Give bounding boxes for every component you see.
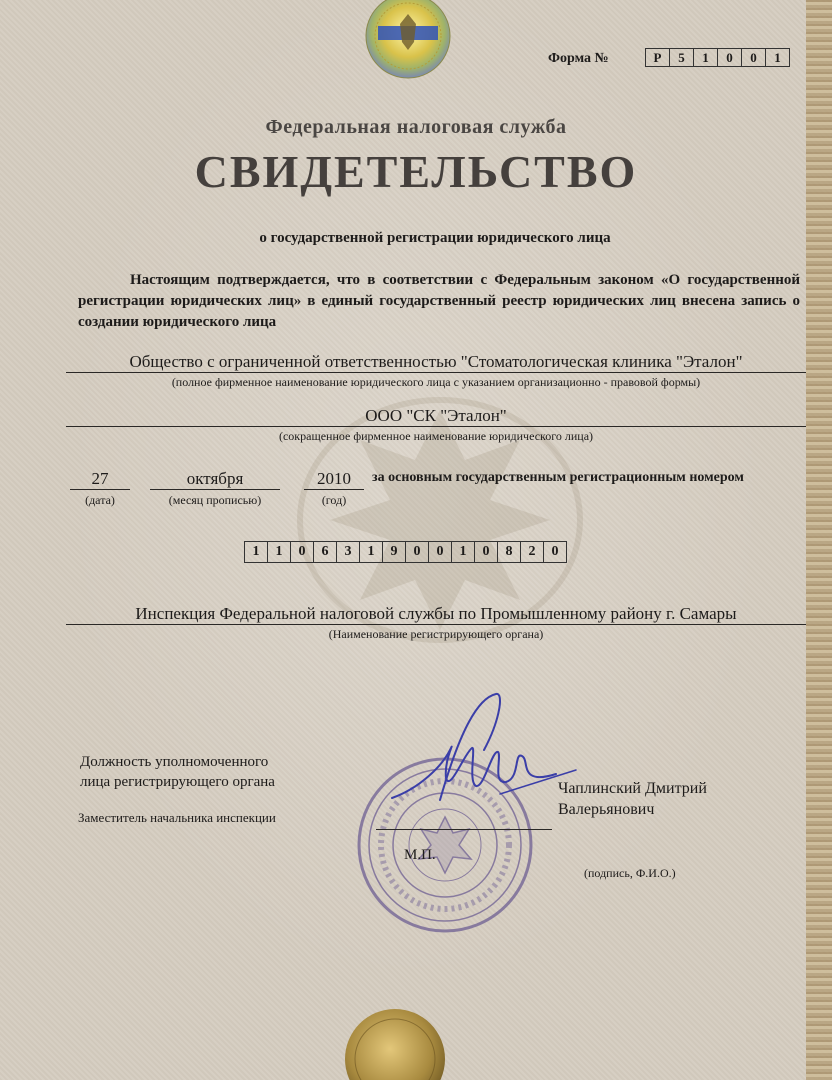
date-year-caption: (год) (321, 493, 347, 507)
date-year: 2010 (317, 469, 351, 488)
month-underline (150, 489, 280, 490)
signatory-position: Заместитель начальника инспекции (78, 810, 276, 825)
form-number-label: Форма № (548, 51, 609, 66)
day-underline (70, 489, 130, 490)
full-name-caption: (полное фирменное наименование юридического лица с указанием организационно - правовой формы) (171, 375, 701, 389)
date-month: октября (186, 469, 244, 488)
signatory-name-line2: Валерьянович (558, 801, 655, 818)
registration-digit: 9 (382, 541, 406, 563)
position-label-line1: Должность уполномоченного (80, 754, 269, 770)
entity-full-name: Общество с ограниченной ответственностью "Стоматологическая клиника "Эталон" (129, 352, 743, 371)
registration-digit: 2 (520, 541, 544, 563)
position-label (80, 752, 275, 792)
signature-caption: (подпись, Ф.И.О.) (584, 866, 676, 880)
signature-underline (376, 829, 552, 830)
registering-authority: Инспекция Федеральной налоговой службы по Промышленному району г. Самары (135, 604, 737, 623)
hologram-emblem (358, 0, 458, 84)
registration-digit: 6 (313, 541, 337, 563)
agency-name: Федеральная налоговая служба (265, 116, 567, 138)
handwritten-signature (380, 690, 580, 810)
position-label-line2: лица регистрирующего органа (80, 774, 275, 790)
signatory-name (558, 778, 707, 820)
form-number-boxes (646, 48, 790, 67)
registration-number-intro: за основным государственным регистрационным номером (372, 470, 744, 485)
form-code-cell: 0 (717, 48, 742, 67)
full-name-underline (66, 372, 806, 373)
year-underline (304, 489, 364, 490)
document-subtitle: о государственной регистрации юридического лица (259, 230, 611, 246)
registration-digit: 0 (428, 541, 452, 563)
document-title: СВИДЕТЕЛЬСТВО (194, 146, 638, 197)
registration-digit: 1 (267, 541, 291, 563)
registration-digit: 3 (336, 541, 360, 563)
registration-digit: 0 (474, 541, 498, 563)
registration-digit: 0 (543, 541, 567, 563)
confirmation-paragraph (78, 270, 800, 333)
form-code-cell: Р (645, 48, 670, 67)
form-code-cell: 1 (693, 48, 718, 67)
date-day: 27 (91, 469, 109, 488)
registration-digit: 8 (497, 541, 521, 563)
form-code-cell: 0 (741, 48, 766, 67)
date-day-caption: (дата) (85, 493, 115, 507)
signatory-name-line1: Чаплинский Дмитрий (558, 780, 707, 797)
short-name-underline (66, 426, 806, 427)
registration-digit: 1 (244, 541, 268, 563)
stamp-place-label: М.П. (404, 847, 436, 863)
form-code-cell: 1 (765, 48, 790, 67)
registration-digit: 1 (359, 541, 383, 563)
authority-caption: (Наименование регистрирующего органа) (328, 627, 544, 641)
registration-digit: 0 (405, 541, 429, 563)
entity-short-name: ООО "СК "Эталон" (365, 406, 507, 425)
registration-digit: 0 (290, 541, 314, 563)
form-code-cell: 5 (669, 48, 694, 67)
authority-underline (66, 624, 806, 625)
short-name-caption: (сокращенное фирменное наименование юридического лица) (278, 429, 594, 443)
confirmation-text: Настоящим подтверждается, что в соответствии с Федеральным законом «О государственной регистрации юридических лиц» в единый государственный реестр юридических лиц внесена запись о создании юридического лица (78, 272, 800, 330)
registration-number-boxes (245, 541, 567, 563)
registration-digit: 1 (451, 541, 475, 563)
gold-seal (340, 1004, 450, 1080)
date-month-caption: (месяц прописью) (168, 493, 262, 507)
